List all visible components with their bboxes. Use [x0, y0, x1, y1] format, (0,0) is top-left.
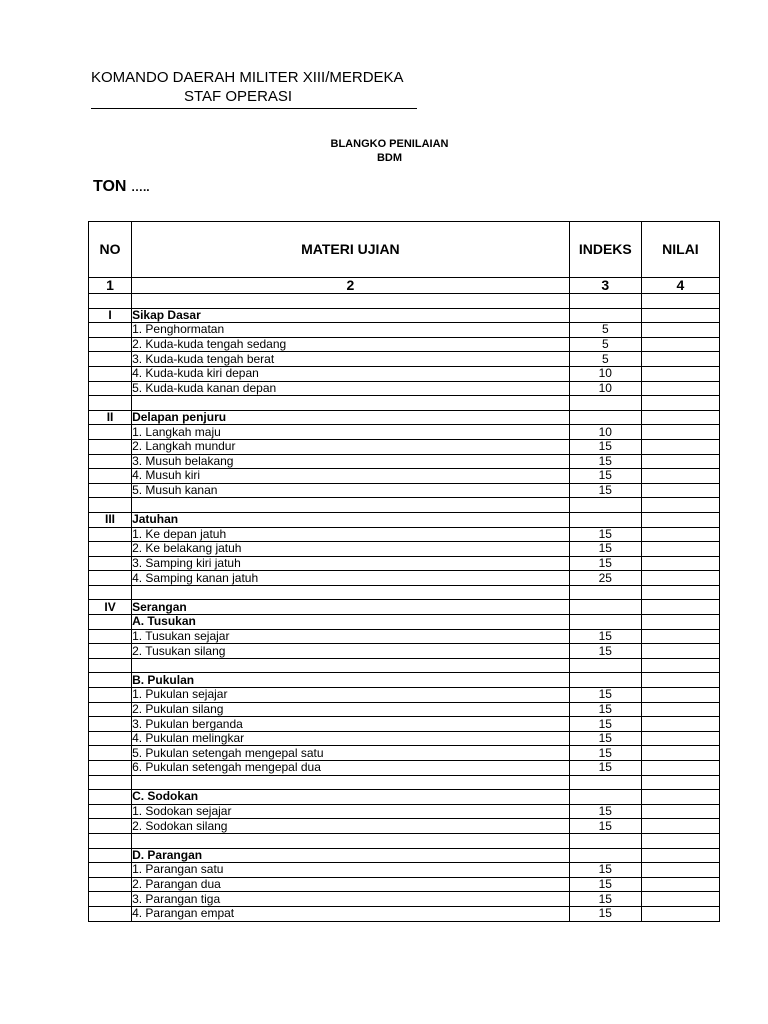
row-materi: 4. Samping kanan jatuh: [132, 571, 570, 586]
ton-field: [93, 178, 150, 196]
column-number: 4: [641, 278, 719, 294]
table-row: [89, 556, 720, 571]
row-nilai[interactable]: [641, 731, 719, 746]
row-number: II: [89, 410, 132, 425]
table-row: [89, 615, 720, 630]
row-indeks: [569, 658, 641, 673]
row-nilai[interactable]: [641, 439, 719, 454]
table-row: [89, 746, 720, 761]
row-number: [89, 717, 132, 732]
table-row: [89, 906, 720, 921]
ton-dots: …..: [130, 180, 150, 194]
row-materi: Jatuhan: [132, 512, 570, 527]
table-row: [89, 454, 720, 469]
row-number: [89, 819, 132, 834]
row-indeks: [569, 308, 641, 323]
table-row: [89, 294, 720, 309]
table-row: [89, 323, 720, 338]
row-materi: 1. Tusukan sejajar: [132, 629, 570, 644]
table-row: [89, 892, 720, 907]
header-command-name: KOMANDO DAERAH MILITER XIII/MERDEKA: [91, 69, 404, 86]
table-row: [89, 498, 720, 513]
row-nilai[interactable]: [641, 673, 719, 688]
row-materi: [132, 396, 570, 411]
table-row: [89, 585, 720, 600]
row-materi: 3. Pukulan berganda: [132, 717, 570, 732]
row-indeks: [569, 585, 641, 600]
table-body: [89, 294, 720, 922]
row-indeks: 15: [569, 556, 641, 571]
table-row: [89, 790, 720, 805]
table-row: [89, 673, 720, 688]
row-indeks: 10: [569, 425, 641, 440]
row-number: [89, 483, 132, 498]
row-materi: 3. Samping kiri jatuh: [132, 556, 570, 571]
row-number: [89, 629, 132, 644]
row-nilai[interactable]: [641, 337, 719, 352]
row-indeks: 15: [569, 731, 641, 746]
row-indeks: 5: [569, 337, 641, 352]
table-header-row: [89, 222, 720, 278]
table-row: [89, 483, 720, 498]
header-staff-name: STAF OPERASI: [184, 88, 293, 105]
row-indeks: 15: [569, 819, 641, 834]
row-indeks: 15: [569, 644, 641, 659]
row-materi: 2. Tusukan silang: [132, 644, 570, 659]
row-indeks: [569, 673, 641, 688]
row-number: [89, 644, 132, 659]
row-number: [89, 571, 132, 586]
table-row: [89, 527, 720, 542]
row-indeks: 5: [569, 352, 641, 367]
row-nilai[interactable]: [641, 527, 719, 542]
row-nilai[interactable]: [641, 571, 719, 586]
row-number: [89, 775, 132, 790]
row-number: [89, 425, 132, 440]
row-materi: 2. Langkah mundur: [132, 439, 570, 454]
row-nilai[interactable]: [641, 804, 719, 819]
row-nilai[interactable]: [641, 585, 719, 600]
row-indeks: 15: [569, 804, 641, 819]
row-nilai[interactable]: [641, 454, 719, 469]
row-materi: 4. Pukulan melingkar: [132, 731, 570, 746]
column-number: 3: [569, 278, 641, 294]
table-row: [89, 877, 720, 892]
row-number: [89, 673, 132, 688]
row-number: [89, 439, 132, 454]
row-materi: 4. Musuh kiri: [132, 469, 570, 484]
row-materi: 1. Ke depan jatuh: [132, 527, 570, 542]
row-indeks: 25: [569, 571, 641, 586]
row-materi: 3. Kuda-kuda tengah berat: [132, 352, 570, 367]
row-indeks: [569, 498, 641, 513]
row-nilai[interactable]: [641, 775, 719, 790]
row-materi: [132, 585, 570, 600]
row-materi: [132, 658, 570, 673]
table-row: [89, 425, 720, 440]
row-number: III: [89, 512, 132, 527]
row-indeks: 15: [569, 746, 641, 761]
assessment-table: [88, 221, 720, 922]
row-materi: 4. Kuda-kuda kiri depan: [132, 366, 570, 381]
document-title: [0, 137, 768, 165]
row-number: [89, 352, 132, 367]
row-nilai[interactable]: [641, 469, 719, 484]
row-nilai[interactable]: [641, 396, 719, 411]
row-indeks: [569, 615, 641, 630]
table-row: [89, 410, 720, 425]
row-number: [89, 746, 132, 761]
document-header: [91, 68, 417, 109]
row-materi: [132, 498, 570, 513]
table-row: [89, 644, 720, 659]
row-number: [89, 761, 132, 776]
row-indeks: 15: [569, 688, 641, 703]
row-nilai[interactable]: [641, 542, 719, 557]
title-line-2: BDM: [376, 152, 403, 164]
row-nilai[interactable]: [641, 906, 719, 921]
row-nilai[interactable]: [641, 352, 719, 367]
row-indeks: [569, 790, 641, 805]
column-number: 2: [132, 278, 570, 294]
row-nilai[interactable]: [641, 629, 719, 644]
table-row: [89, 337, 720, 352]
row-materi: [132, 294, 570, 309]
row-materi: A. Tusukan: [132, 615, 570, 630]
row-nilai[interactable]: [641, 294, 719, 309]
table-row: [89, 731, 720, 746]
row-number: [89, 542, 132, 557]
row-nilai[interactable]: [641, 308, 719, 323]
row-nilai[interactable]: [641, 556, 719, 571]
row-indeks: [569, 294, 641, 309]
row-indeks: 15: [569, 906, 641, 921]
row-nilai[interactable]: [641, 688, 719, 703]
row-number: [89, 848, 132, 863]
row-nilai[interactable]: [641, 702, 719, 717]
row-number: [89, 294, 132, 309]
table-row: [89, 761, 720, 776]
ton-label: TON: [93, 178, 127, 195]
row-materi: 2. Sodokan silang: [132, 819, 570, 834]
row-indeks: 10: [569, 381, 641, 396]
row-indeks: 15: [569, 527, 641, 542]
row-indeks: 15: [569, 542, 641, 557]
row-nilai[interactable]: [641, 600, 719, 615]
row-materi: C. Sodokan: [132, 790, 570, 805]
table-row: [89, 308, 720, 323]
row-materi: [132, 833, 570, 848]
header-no: NO: [89, 222, 132, 278]
row-indeks: [569, 848, 641, 863]
table-row: [89, 848, 720, 863]
row-number: [89, 498, 132, 513]
table-row: [89, 833, 720, 848]
row-indeks: [569, 410, 641, 425]
row-indeks: 15: [569, 439, 641, 454]
row-nilai[interactable]: [641, 425, 719, 440]
row-nilai[interactable]: [641, 615, 719, 630]
row-nilai[interactable]: [641, 877, 719, 892]
row-indeks: 15: [569, 863, 641, 878]
row-nilai[interactable]: [641, 717, 719, 732]
row-materi: 1. Penghormatan: [132, 323, 570, 338]
header-indeks: INDEKS: [569, 222, 641, 278]
row-number: [89, 790, 132, 805]
row-number: [89, 323, 132, 338]
row-nilai[interactable]: [641, 790, 719, 805]
row-indeks: 15: [569, 629, 641, 644]
row-number: [89, 906, 132, 921]
row-materi: 4. Parangan empat: [132, 906, 570, 921]
table-row: [89, 658, 720, 673]
row-materi: 3. Parangan tiga: [132, 892, 570, 907]
row-indeks: 15: [569, 483, 641, 498]
row-materi: 5. Pukulan setengah mengepal satu: [132, 746, 570, 761]
row-nilai[interactable]: [641, 410, 719, 425]
row-nilai[interactable]: [641, 483, 719, 498]
table-row: [89, 688, 720, 703]
row-number: [89, 892, 132, 907]
row-number: [89, 585, 132, 600]
row-nilai[interactable]: [641, 863, 719, 878]
row-nilai[interactable]: [641, 512, 719, 527]
row-number: [89, 527, 132, 542]
row-materi: 3. Musuh belakang: [132, 454, 570, 469]
table-row: [89, 717, 720, 732]
column-number-row: [89, 278, 720, 294]
row-number: [89, 396, 132, 411]
row-materi: 5. Musuh kanan: [132, 483, 570, 498]
row-indeks: 5: [569, 323, 641, 338]
table-row: [89, 775, 720, 790]
row-indeks: 15: [569, 761, 641, 776]
row-number: [89, 804, 132, 819]
row-nilai[interactable]: [641, 366, 719, 381]
row-indeks: 15: [569, 702, 641, 717]
table-row: [89, 381, 720, 396]
row-number: [89, 615, 132, 630]
table-row: [89, 600, 720, 615]
table-row: [89, 819, 720, 834]
row-nilai[interactable]: [641, 381, 719, 396]
row-nilai[interactable]: [641, 746, 719, 761]
table-row: [89, 396, 720, 411]
row-materi: [132, 775, 570, 790]
row-materi: 1. Parangan satu: [132, 863, 570, 878]
row-number: [89, 877, 132, 892]
row-number: I: [89, 308, 132, 323]
row-indeks: [569, 600, 641, 615]
table-row: [89, 702, 720, 717]
row-number: [89, 556, 132, 571]
table-row: [89, 469, 720, 484]
row-nilai[interactable]: [641, 498, 719, 513]
row-materi: 1. Langkah maju: [132, 425, 570, 440]
row-indeks: [569, 396, 641, 411]
row-materi: 2. Kuda-kuda tengah sedang: [132, 337, 570, 352]
row-number: IV: [89, 600, 132, 615]
row-indeks: 10: [569, 366, 641, 381]
row-materi: Serangan: [132, 600, 570, 615]
row-number: [89, 454, 132, 469]
table-row: [89, 804, 720, 819]
row-indeks: 15: [569, 877, 641, 892]
title-line-1: BLANGKO PENILAIAN: [330, 138, 449, 150]
row-number: [89, 658, 132, 673]
table-row: [89, 863, 720, 878]
row-number: [89, 702, 132, 717]
header-materi: MATERI UJIAN: [132, 222, 570, 278]
column-number: 1: [89, 278, 132, 294]
row-materi: B. Pukulan: [132, 673, 570, 688]
row-nilai[interactable]: [641, 892, 719, 907]
row-indeks: 15: [569, 717, 641, 732]
row-number: [89, 863, 132, 878]
row-materi: Delapan penjuru: [132, 410, 570, 425]
table-row: [89, 352, 720, 367]
row-nilai[interactable]: [641, 644, 719, 659]
row-materi: 5. Kuda-kuda kanan depan: [132, 381, 570, 396]
table-row: [89, 629, 720, 644]
row-nilai[interactable]: [641, 761, 719, 776]
row-nilai[interactable]: [641, 819, 719, 834]
row-materi: 1. Sodokan sejajar: [132, 804, 570, 819]
row-indeks: 15: [569, 469, 641, 484]
table-row: [89, 439, 720, 454]
row-materi: 6. Pukulan setengah mengepal dua: [132, 761, 570, 776]
row-nilai[interactable]: [641, 323, 719, 338]
row-nilai[interactable]: [641, 658, 719, 673]
row-number: [89, 366, 132, 381]
row-materi: D. Parangan: [132, 848, 570, 863]
row-materi: 2. Pukulan silang: [132, 702, 570, 717]
row-nilai[interactable]: [641, 848, 719, 863]
row-number: [89, 337, 132, 352]
row-number: [89, 833, 132, 848]
row-nilai[interactable]: [641, 833, 719, 848]
row-indeks: [569, 833, 641, 848]
row-materi: 1. Pukulan sejajar: [132, 688, 570, 703]
header-nilai: NILAI: [641, 222, 719, 278]
row-indeks: [569, 512, 641, 527]
row-number: [89, 731, 132, 746]
row-number: [89, 381, 132, 396]
row-materi: 2. Ke belakang jatuh: [132, 542, 570, 557]
row-indeks: 15: [569, 892, 641, 907]
table-row: [89, 366, 720, 381]
row-indeks: 15: [569, 454, 641, 469]
row-indeks: [569, 775, 641, 790]
row-materi: 2. Parangan dua: [132, 877, 570, 892]
table-row: [89, 571, 720, 586]
row-number: [89, 469, 132, 484]
table-row: [89, 512, 720, 527]
row-number: [89, 688, 132, 703]
row-materi: Sikap Dasar: [132, 308, 570, 323]
table-row: [89, 542, 720, 557]
